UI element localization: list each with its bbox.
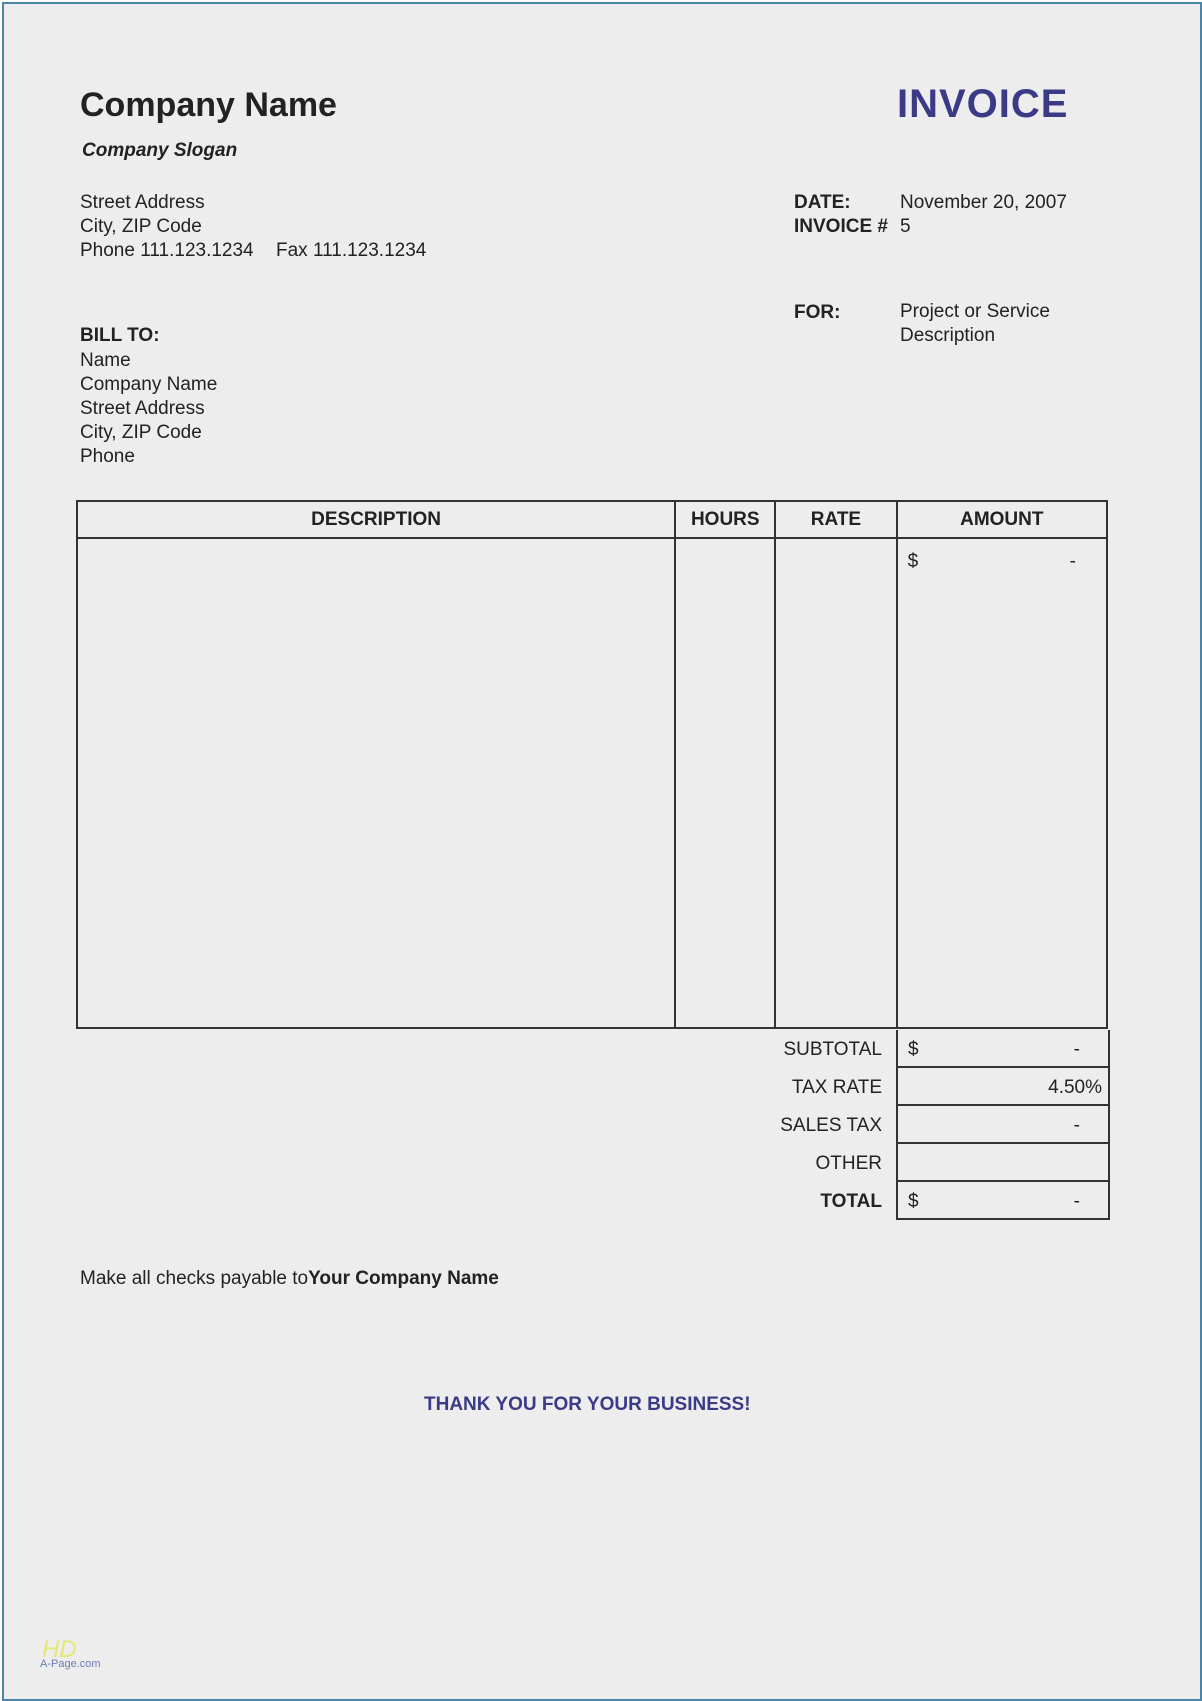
hours-cell[interactable] [675, 538, 775, 1028]
checks-company: Your Company Name [308, 1268, 499, 1289]
company-fax: Fax 111.123.1234 [276, 240, 427, 261]
thank-you-message: THANK YOU FOR YOUR BUSINESS! [424, 1394, 751, 1415]
date-label: DATE: [794, 192, 851, 213]
bill-to-company: Company Name [80, 374, 218, 395]
checks-payable-note [80, 1268, 499, 1290]
line-items-table [76, 500, 1108, 1029]
invoice-number-value: 5 [900, 216, 911, 237]
column-amount: AMOUNT [897, 501, 1107, 538]
for-label: FOR: [794, 302, 841, 323]
other-row [604, 1144, 1108, 1182]
column-description: DESCRIPTION [77, 501, 675, 538]
invoice-number-label: INVOICE # [794, 216, 888, 237]
description-cell[interactable] [77, 538, 675, 1028]
totals-section [604, 1030, 1108, 1220]
company-phone: Phone 111.123.1234 [80, 240, 254, 261]
total-currency: $ [908, 1191, 919, 1212]
sales-tax-row [604, 1106, 1108, 1144]
other-cell[interactable] [896, 1144, 1110, 1182]
total-row [604, 1182, 1108, 1220]
column-hours: HOURS [675, 501, 775, 538]
bill-to-city-zip: City, ZIP Code [80, 422, 202, 443]
checks-text: Make all checks payable to [80, 1268, 309, 1289]
sales-tax-value: - [1073, 1115, 1080, 1136]
for-line-2: Description [900, 325, 996, 346]
sales-tax-label: SALES TAX [780, 1115, 882, 1136]
column-rate: RATE [775, 501, 896, 538]
watermark-logo: HD [42, 1636, 77, 1663]
bill-to-label: BILL TO: [80, 325, 160, 346]
company-street: Street Address [80, 192, 205, 213]
tax-rate-row [604, 1068, 1108, 1106]
total-value: - [1073, 1191, 1080, 1212]
tax-rate-label: TAX RATE [791, 1077, 882, 1098]
bill-to-street: Street Address [80, 398, 205, 419]
invoice-title: INVOICE [897, 82, 1069, 126]
other-label: OTHER [815, 1153, 882, 1174]
company-slogan: Company Slogan [82, 140, 238, 161]
subtotal-label: SUBTOTAL [783, 1039, 882, 1060]
amount-value: - [1069, 551, 1076, 572]
subtotal-row [604, 1030, 1108, 1068]
table-row [77, 538, 1107, 1028]
amount-currency: $ [907, 551, 919, 572]
invoice-page [2, 2, 1202, 1701]
total-cell[interactable] [896, 1182, 1110, 1220]
total-label: TOTAL [820, 1191, 882, 1212]
date-value: November 20, 2007 [900, 192, 1067, 213]
amount-cell[interactable] [897, 538, 1107, 1028]
company-name: Company Name [80, 86, 337, 124]
for-line-1: Project or Service [900, 301, 1050, 322]
subtotal-cell[interactable] [896, 1030, 1110, 1068]
tax-rate-value: 4.50% [1048, 1077, 1102, 1098]
watermark-site: A-Page.com [40, 1658, 101, 1670]
bill-to-name: Name [80, 350, 131, 371]
bill-to-phone: Phone [80, 446, 135, 467]
subtotal-value: - [1073, 1039, 1080, 1060]
sales-tax-cell[interactable] [896, 1106, 1110, 1144]
rate-cell[interactable] [775, 538, 896, 1028]
company-city-zip: City, ZIP Code [80, 216, 202, 237]
subtotal-currency: $ [908, 1039, 919, 1060]
tax-rate-cell[interactable] [896, 1068, 1110, 1106]
table-header-row [77, 501, 1107, 538]
